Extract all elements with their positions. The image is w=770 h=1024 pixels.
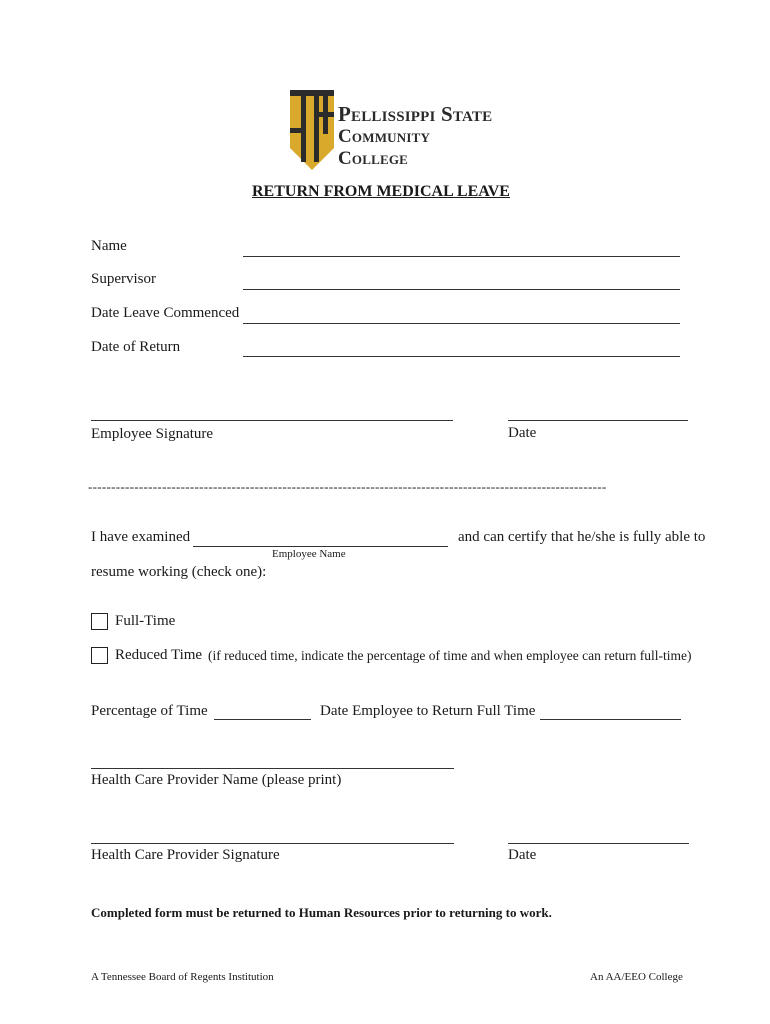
certify-prefix: I have examined: [91, 529, 191, 545]
footer-left: A Tennessee Board of Regents Institution: [91, 971, 274, 983]
employee-name-field[interactable]: [193, 546, 448, 547]
employee-date-field[interactable]: [508, 420, 688, 421]
certify-continuation: resume working (check one):: [91, 564, 267, 580]
certify-suffix: and can certify that he/she is fully able to: [458, 529, 706, 545]
supervisor-label: Supervisor: [91, 271, 156, 287]
reduced-time-checkbox[interactable]: [91, 647, 108, 664]
employee-name-caption: Employee Name: [272, 548, 346, 560]
provider-signature-field[interactable]: [91, 843, 454, 844]
name-label: Name: [91, 238, 127, 254]
reduced-time-label: Reduced Time: [115, 647, 203, 663]
reduced-time-note: (if reduced time, indicate the percentage of time and when employee can return full-time): [208, 648, 692, 663]
shield-icon: [290, 90, 334, 170]
full-time-checkbox[interactable]: [91, 613, 108, 630]
logo-line1: Pellissippi State: [338, 102, 493, 126]
date-leave-commenced-label: Date Leave Commenced: [91, 305, 240, 321]
percentage-of-time-field[interactable]: [214, 719, 311, 720]
name-field[interactable]: [243, 256, 680, 257]
provider-date-field[interactable]: [508, 843, 689, 844]
date-of-return-field[interactable]: [243, 356, 680, 357]
provider-date-label: Date: [508, 847, 537, 863]
provider-name-field[interactable]: [91, 768, 454, 769]
separator: ----------------------------------------------------------------------------------------------------------------: [88, 479, 607, 494]
date-leave-commenced-field[interactable]: [243, 323, 680, 324]
provider-name-label: Health Care Provider Name (please print): [91, 772, 342, 788]
college-logo: [290, 90, 505, 170]
employee-signature-field[interactable]: [91, 420, 453, 421]
date-of-return-label: Date of Return: [91, 339, 181, 355]
full-time-label: Full-Time: [115, 613, 176, 629]
percentage-of-time-label: Percentage of Time: [91, 703, 208, 719]
footer-right: An AA/EEO College: [590, 971, 683, 983]
employee-date-label: Date: [508, 425, 537, 441]
logo-line2: Community College: [338, 126, 431, 169]
supervisor-field[interactable]: [243, 289, 680, 290]
provider-signature-label: Health Care Provider Signature: [91, 847, 280, 863]
return-notice: Completed form must be returned to Human Resources prior to returning to work.: [91, 905, 552, 920]
form-title: RETURN FROM MEDICAL LEAVE: [252, 183, 510, 200]
date-return-full-time-label: Date Employee to Return Full Time: [320, 703, 536, 719]
employee-signature-label: Employee Signature: [91, 426, 214, 442]
date-return-full-time-field[interactable]: [540, 719, 681, 720]
